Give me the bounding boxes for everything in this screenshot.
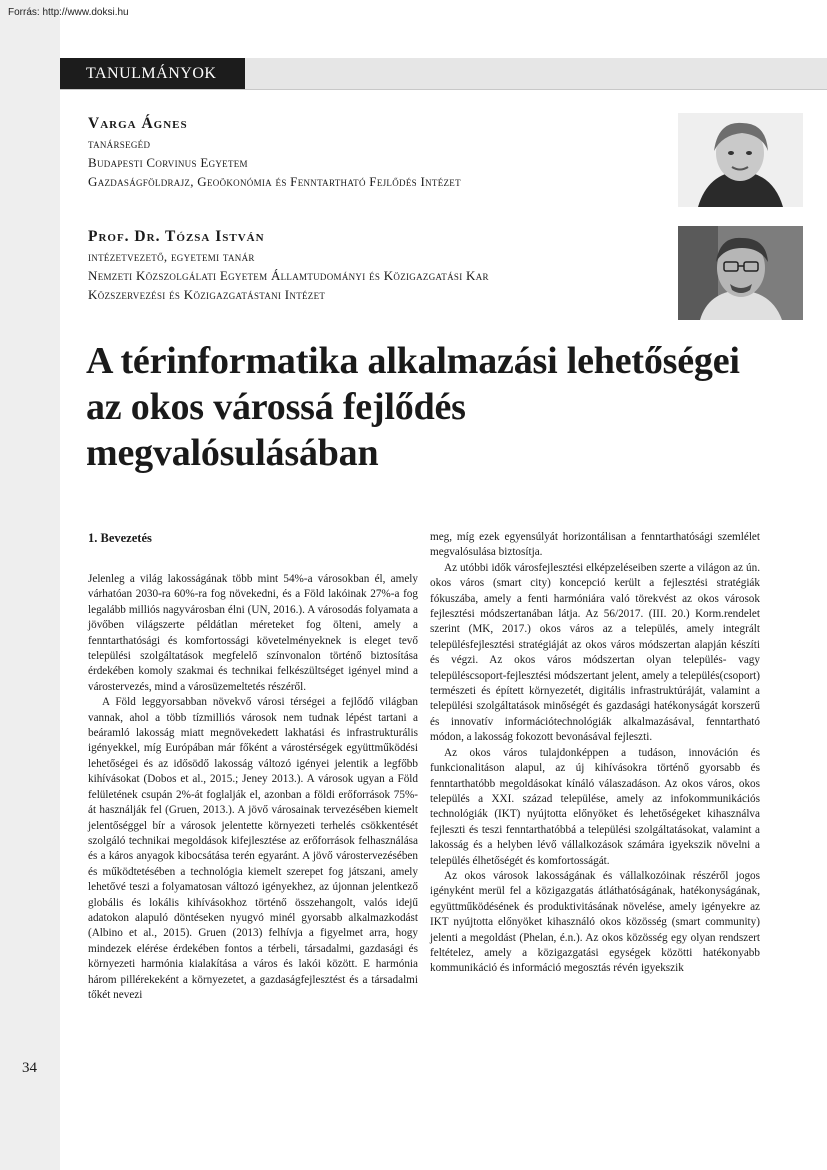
author-block-1 — [88, 114, 461, 191]
paragraph: Az utóbbi idők városfejlesztési elképzeléseiben szerte a világon az ún. okos város (smart city) koncepció került a fejlesztési stratégiák fókuszába, amely a fenti harmóniára való törekvést az okos városok fejlesztési módszertanában látja. Az 56/2017. (III. 20.) Korm.rendelet szerint (MK, 2017.) okos város az a település, amely integrált településfejlesztési stratégiáját az okos város módszertan alapján készíti és végzi. Az okos város módszertan olyan település- vagy településcsoport-fejlesztési módszertant jelent, amely a település(csoport) természeti és épített környezetét, digitális infrastruktúráját, valamint a települési szolgáltatások minőségét és gazdasági hatékonyságát korszerű és innovatív információtechnológiák alkalmazásával, fenntartható módon, a lakosság fokozott bevonásával fejleszti. — [430, 561, 760, 744]
author-department: Gazdaságföldrajz, Geoökonómia és Fenntartható Fejlődés Intézet — [88, 174, 461, 189]
section-label: TANULMÁNYOK — [60, 58, 245, 89]
author-photo-1 — [678, 113, 803, 207]
paragraph: A Föld leggyorsabban növekvő városi térségei a fejlődő világban vannak, ahol a több tízmilliós városok nem tudnak lépést tartani a beáramló lakosság miatt megnövekedett lakhatási és infrastrukturális igényekkel, míg Európában már főként a várostérségek együttműködési lehetőségei és az idősödő lakosság változó igényei jelentik a legfőbb kihívásokat (Dobos et al., 2015.; Jeney 2013.). A városok ugyan a Föld felületének csupán 2%-át foglalják el, azonban a földi erőforrások 75%-át használják fel (Gruen, 2013.). A jövő városainak tervezésében kiemelt jelentőséggel bír a városok jelentette környezeti terhelés csökkentését szolgáló technikai megoldások kifejlesztése az erőforrások felhasználása és a káros anyagok kibocsátása terén egyaránt. A jövő várostervezésében és működtetésében a technológia kiemelt szerepet fog játszani, amely lehetővé teszi a folyamatosan változó igényekhez, az újonnan jelentkező globális és lokális kihívásokhoz történő összehangolt, valós idejű adatokon alapuló döntéseken nyugvó minél gyorsabb alkalmazkodást (Albino et al., 2015). Gruen (2013) felhívja a figyelmet arra, hogy mindezek elérése érdekében fontos a térbeli, társadalmi, gazdasági és környezeti harmónia kialakítása a város és lakói között. E harmónia három pillérekeként a környezetet, a gazdaságfejlesztést és a társadalmi tőkét nevezi — [88, 696, 418, 1001]
paragraph: meg, míg ezek egyensúlyát horizontálisan a fenntarthatósági szemlélet megvalósulása biztosítja. — [430, 531, 760, 559]
source-link[interactable]: Forrás: http://www.doksi.hu — [8, 7, 129, 18]
paragraph: Az okos városok lakosságának és vállalkozóinak részéről jogos igényként merül fel a közigazgatás átláthatóságának, hatékonyságának, együttműködésének és produktivitásának növelése, amely igényekre az IKT nyújtotta előnyöket kihasználó okos közösség (smart community) jelenti a megoldást (Phelan, é.n.). Az okos közösség egy olyan rendszert feltételez, amely a közigazgatási egységek közötti hatékonyabb kommunikáció és információ megosztás révén igyekszik — [430, 869, 760, 975]
right-column — [430, 530, 760, 977]
author-position: tanársegéd — [88, 136, 151, 151]
author-block-2 — [88, 227, 489, 304]
paragraph: Jelenleg a világ lakosságának több mint 54%-a városokban él, amely várhatóan 2030-ra 60%-ra fog növekedni, és a Föld lakóinak 27%-a fog legalább milliós nagyvárosban élni (UN, 2016.). A városodás folyamata a jövőben világszerte példátlan méreteket fog ölteni, amely a fenntarthatósági és komfortossági követelményeknek is eleget tevő települési szolgáltatások megfelelő színvonalon történő biztosítása érdekében komoly szakmai és technikai felkészültséget igényel mind a várostervezés, mind a városüzemeltetés részéről. — [88, 573, 418, 693]
article-title: A térinformatika alkalmazási lehetőségei az okos várossá fejlődés megvalósulásában — [86, 340, 740, 474]
left-margin-strip — [0, 0, 60, 1170]
section-heading: 1. Bevezetés — [88, 531, 152, 545]
author-institution: Budapesti Corvinus Egyetem — [88, 155, 248, 170]
paragraph: Az okos város tulajdonképpen a tudáson, innováción és funkcionalitáson alapul, az új kihívásokra történő gyorsabb és fenntarthatóbb megoldásokat kínáló válaszadáson. Az okos város, okos település a XXI. század települése, amely az infokommunikációs technológiák (IKT) nyújtotta előnyöket és lehetőségeket kihasználva fejleszti és teszi fenntarthatóbbá a települési szolgáltatásokat, valamint a lakosság és a helyben lévő vállalkozások számára igyekszik növelni a település élhetőségét és komfortosságát. — [430, 746, 760, 867]
author-name: Prof. Dr. Tózsa István — [88, 228, 265, 245]
author-name: Varga Ágnes — [88, 115, 188, 132]
author-position: intézetvezető, egyetemi tanár — [88, 249, 255, 264]
author-department: Közszervezési és Közigazgatástani Intézet — [88, 287, 326, 302]
left-column — [88, 530, 418, 1003]
author-photo-2 — [678, 226, 803, 320]
page-number: 34 — [22, 1060, 37, 1076]
author-institution: Nemzeti Közszolgálati Egyetem Államtudományi és Közigazgatási Kar — [88, 268, 489, 283]
